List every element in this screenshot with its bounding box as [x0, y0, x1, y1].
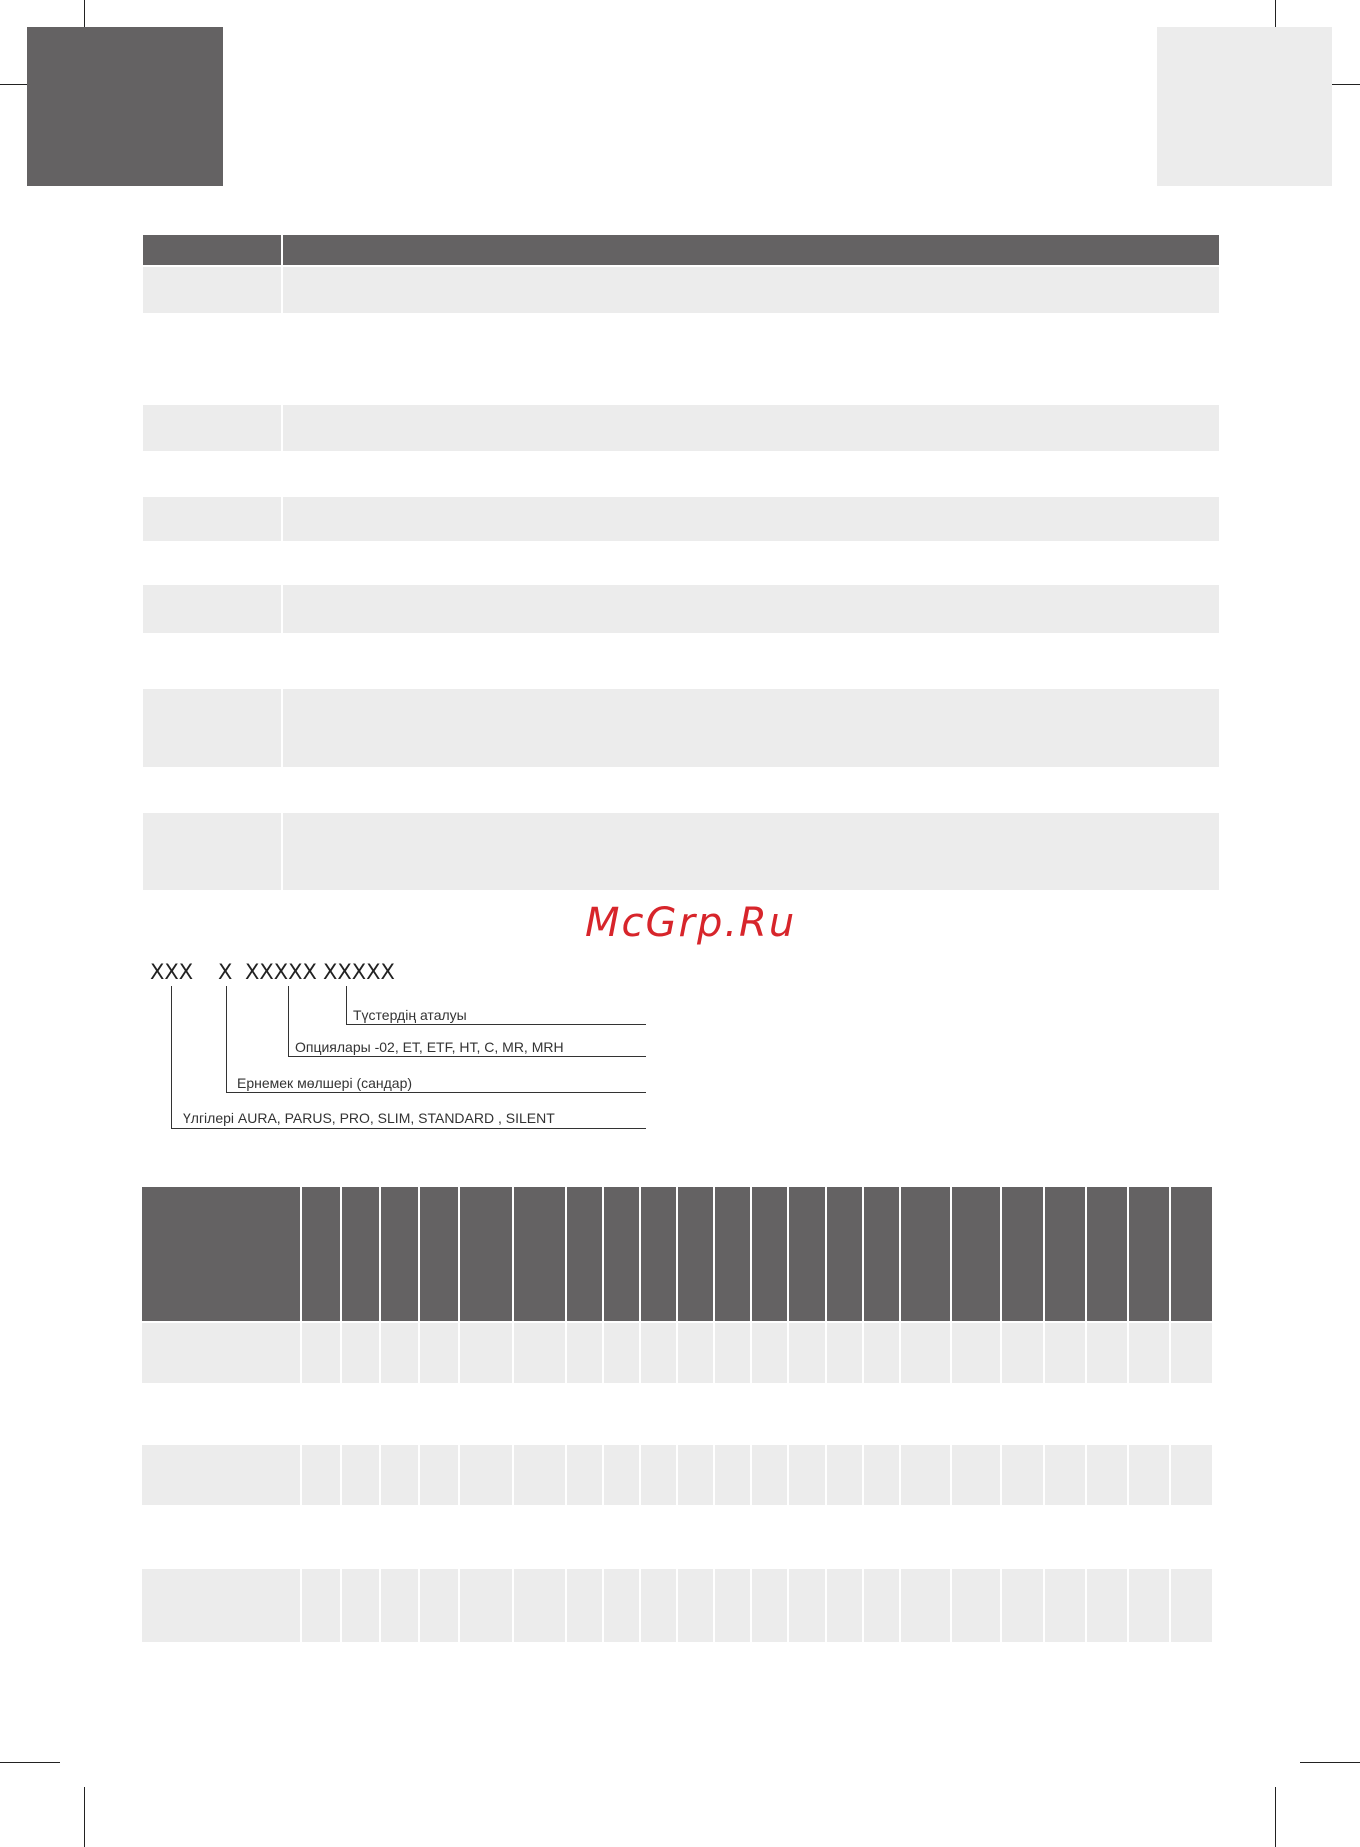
corner-block-dark: [27, 27, 223, 186]
table-row: [143, 689, 1219, 767]
table-row: [143, 497, 1219, 541]
table-bottom: [142, 1187, 1212, 1642]
code-underline-color: [346, 1024, 646, 1025]
code-leader-models: [171, 986, 172, 1129]
code-leader-sections: [226, 986, 227, 1093]
code-label-sections: Ернемек мөлшері (сандар): [237, 1075, 413, 1091]
code-segment-options: XXXXX: [245, 960, 317, 984]
code-segment-color: XXXXX: [323, 960, 395, 984]
code-underline-models: [171, 1128, 646, 1129]
code-label-color: Түстердің аталуы: [353, 1007, 467, 1023]
table-row: [143, 267, 1219, 313]
code-underline-options: [288, 1056, 646, 1057]
table-bottom-column-dividers: [142, 1187, 1212, 1642]
table-top-column-divider: [281, 265, 283, 890]
table-top-header: [143, 235, 1219, 265]
corner-block-light: [1157, 27, 1332, 186]
code-segment-sections: X: [218, 960, 233, 984]
table-row: [143, 405, 1219, 451]
crop-mark-bottom-left-horizontal: [0, 1762, 60, 1763]
table-row: [143, 813, 1219, 890]
table-top-header-divider: [281, 235, 283, 265]
code-segment-model: XXX: [150, 960, 194, 984]
code-label-models: Үлгілері AURA, PARUS, PRO, SLIM, STANDARD , SILENT: [183, 1110, 555, 1126]
watermark-text: McGrp.Ru: [585, 900, 797, 946]
code-underline-sections: [226, 1092, 646, 1093]
crop-mark-bottom-right-horizontal: [1300, 1762, 1360, 1763]
crop-mark-bottom-left-vertical: [84, 1787, 85, 1847]
table-row: [143, 585, 1219, 633]
crop-mark-bottom-right-vertical: [1275, 1787, 1276, 1847]
code-leader-color: [346, 986, 347, 1025]
code-label-options: Опциялары -02, ET, ETF, HT, C, MR, MRH: [295, 1039, 564, 1055]
table-top: [143, 235, 1219, 890]
code-leader-options: [288, 986, 289, 1057]
